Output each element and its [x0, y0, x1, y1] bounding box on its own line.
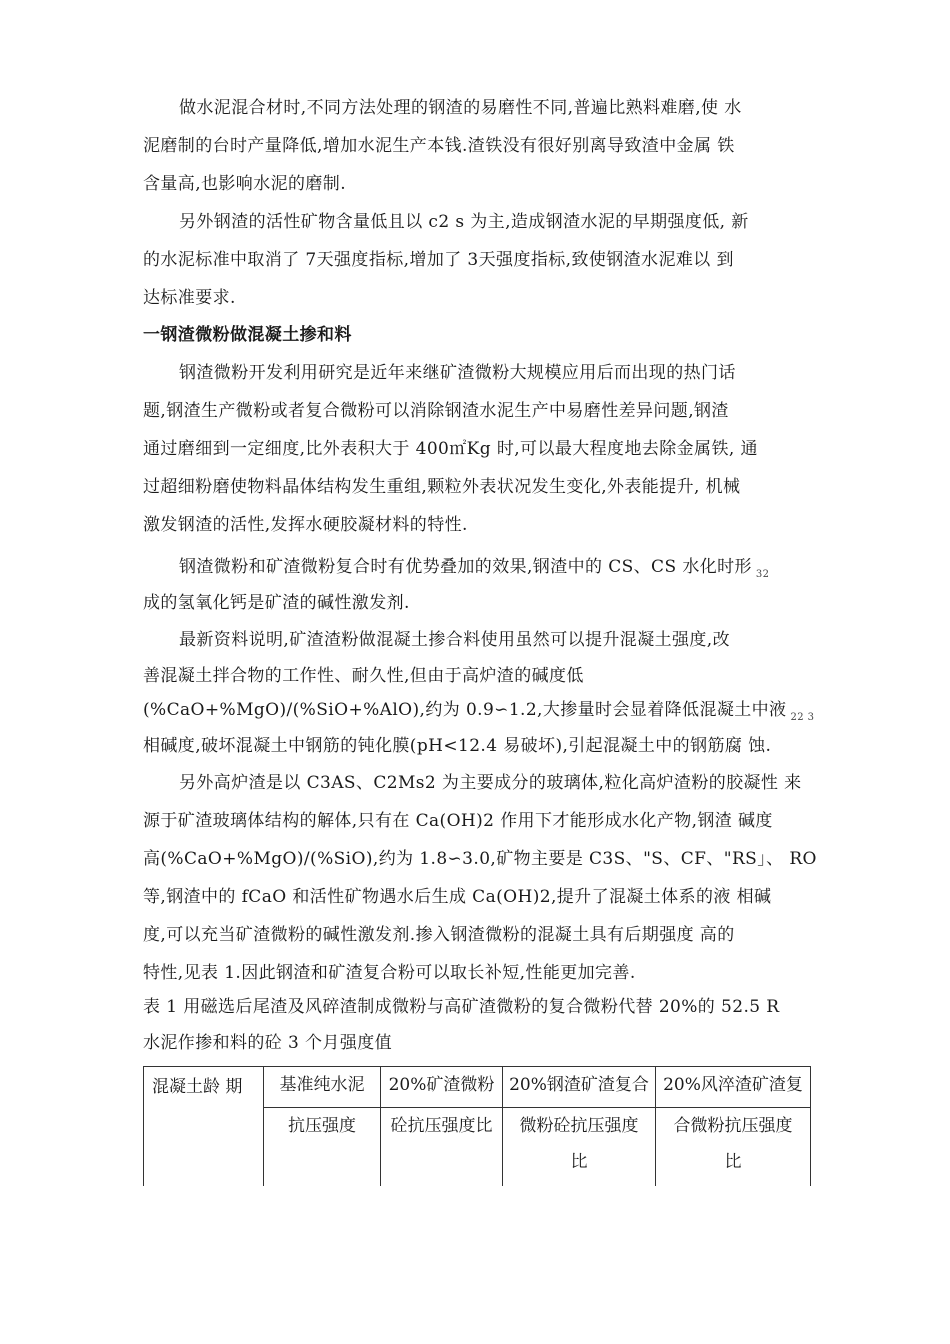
paragraph-line: 成的氢氧化钙是矿渣的碱性激发剂.	[143, 593, 410, 613]
cell-text: 合微粉抗压强度	[673, 1116, 793, 1136]
section-heading: 一钢渣微粉做混凝土掺和料	[143, 325, 352, 345]
cell-text: 抗压强度	[288, 1116, 356, 1136]
paragraph-line: 善混凝土拌合物的工作性、耐久性,但由于高炉渣的碱度低	[143, 666, 584, 686]
paragraph-line: 特性,见表 1.因此钢渣和矿渣复合粉可以取长补短,性能更加完善.	[143, 963, 636, 983]
paragraph-line: 度,可以充当矿渣微粉的碱性激发剂.掺入钢渣微粉的混凝土具有后期强度 高的	[143, 925, 735, 945]
paragraph-line: 题,钢渣生产微粉或者复合微粉可以消除钢渣水泥生产中易磨性差异问题,钢渣	[143, 401, 729, 421]
paragraph-line: 通过磨细到一定细度,比外表积大于 400㎡Kg 时,可以最大程度地去除金属铁, 通	[143, 439, 758, 459]
paragraph-text: 钢渣微粉和矿渣微粉复合时有优势叠加的效果,钢渣中的 CS、CS 水化时形	[179, 557, 752, 577]
paragraph-line: 过超细粉磨使物料晶体结构发生重组,颗粒外表状况发生变化,外表能提升, 机械	[143, 477, 741, 497]
cell-text: 比	[570, 1152, 588, 1172]
table-cell: 20%矿渣微粉	[381, 1067, 503, 1108]
paragraph-line: 的水泥标准中取消了 7天强度指标,增加了 3天强度指标,致使钢渣水泥难以 到	[143, 250, 734, 270]
table-caption: 表 1 用磁选后尾渣及风碎渣制成微粉与高矿渣微粉的复合微粉代替 20%的 52.5 R	[143, 997, 780, 1017]
paragraph-line: 含量高,也影响水泥的磨制.	[143, 174, 347, 194]
table-cell: 基准纯水泥	[264, 1067, 381, 1108]
paragraph-line	[143, 698, 814, 722]
paragraph-line: 另外高炉渣是以 C3AS、C2Ms2 为主要成分的玻璃体,粒化高炉渣粉的胶凝性 来	[179, 773, 802, 793]
paragraph-line: 另外钢渣的活性矿物含量低且以 c2 s 为主,造成钢渣水泥的早期强度低, 新	[179, 212, 749, 232]
strength-table	[143, 1066, 811, 1186]
subscript-note: 32	[755, 569, 770, 580]
table-cell	[381, 1108, 503, 1187]
paragraph-line: 最新资料说明,矿渣渣粉做混凝土掺合料使用虽然可以提升混凝土强度,改	[179, 630, 731, 650]
cell-text: 比	[724, 1152, 742, 1172]
table-caption: 水泥作掺和料的砼 3 个月强度值	[143, 1033, 393, 1053]
paragraph-line: 源于矿渣玻璃体结构的解体,只有在 Ca(OH)2 作用下才能形成水化产物,钢渣 碱度	[143, 811, 773, 831]
paragraph-line: 相碱度,破坏混凝土中钢筋的钝化膜(pH<12.4 易破坏),引起混凝土中的钢筋腐 蚀.	[143, 736, 772, 756]
cell-text: 微粉砼抗压强度	[519, 1116, 639, 1136]
paragraph-line: 高(%CaO+%MgO)/(%SiO),约为 1.8∽3.0,矿物主要是 C3S、"S、CF、"RS」、 RO	[143, 849, 817, 869]
paragraph-text: (%CaO+%MgO)/(%SiO+%AlO),约为 0.9∽1.2,大掺量时会显着降低混凝土中液	[143, 700, 787, 720]
table-cell	[264, 1108, 381, 1187]
paragraph-line: 钢渣微粉开发利用研究是近年来继矿渣微粉大规模应用后而出现的热门话	[179, 363, 736, 383]
table-cell: 20%钢渣矿渣复合	[503, 1067, 656, 1108]
table-row	[144, 1067, 811, 1108]
paragraph-line: 做水泥混合材时,不同方法处理的钢渣的易磨性不同,普遍比熟料难磨,使 水	[179, 98, 742, 118]
paragraph-line: 泥磨制的台时产量降低,增加水泥生产本钱.渣铁没有很好别离导致渣中金属 铁	[143, 136, 735, 156]
table-cell	[503, 1108, 656, 1187]
paragraph-line: 激发钢渣的活性,发挥水硬胶凝材料的特性.	[143, 515, 468, 535]
paragraph-line: 等,钢渣中的 fCaO 和活性矿物遇水后生成 Ca(OH)2,提升了混凝土体系的液 相碱	[143, 887, 772, 907]
table-cell: 混凝土龄 期	[144, 1067, 264, 1187]
paragraph-line	[179, 555, 769, 579]
cell-text: 砼抗压强度比	[390, 1116, 493, 1136]
paragraph-line: 达标准要求.	[143, 288, 236, 308]
subscript-note: 22 3	[790, 712, 815, 723]
table-cell: 20%风淬渣矿渣复	[656, 1067, 811, 1108]
table-cell	[656, 1108, 811, 1187]
